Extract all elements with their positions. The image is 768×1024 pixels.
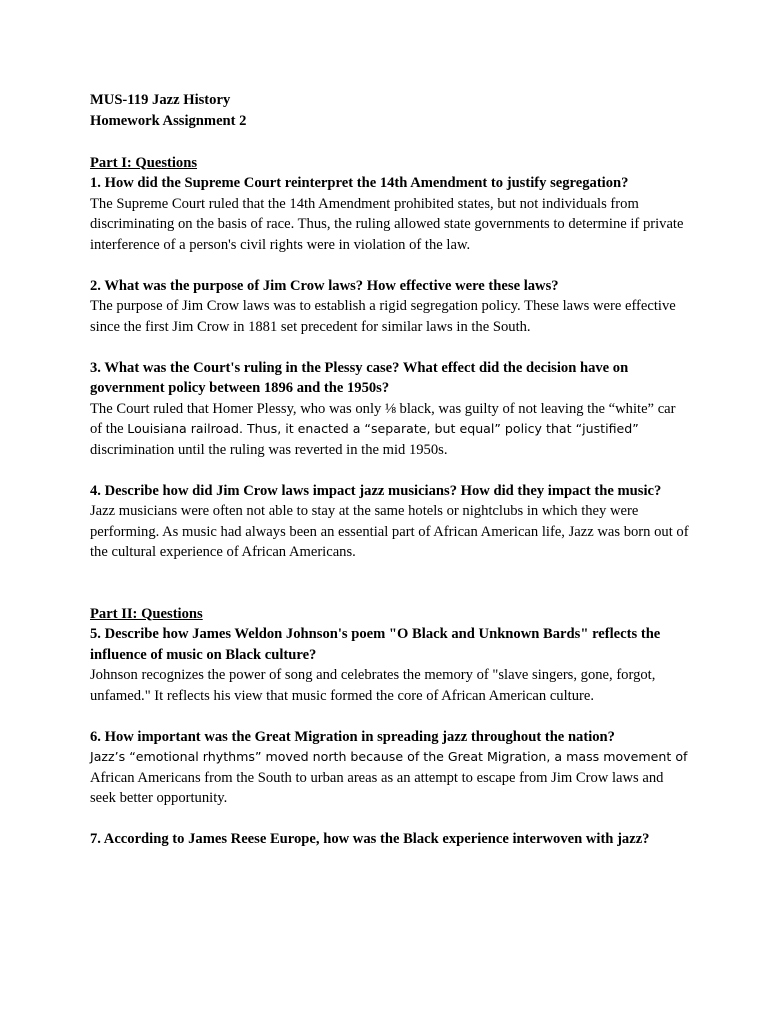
question-block-6 (90, 727, 690, 809)
part-2-section (90, 604, 690, 850)
part-1-heading: Part I: Questions (90, 154, 198, 171)
answer-5: Johnson recognizes the power of song and celebrates the memory of "slave singers, gone, forgot, unfamed." It reflects his view that music formed the core of African American culture. (90, 667, 656, 704)
question-2: 2. What was the purpose of Jim Crow laws? How effective were these laws? (90, 277, 559, 294)
answer-3-part-a: The Court ruled that Homer Plessy, who was only ⅛ black, was guilty of not leaving the “white” car of the (90, 400, 676, 437)
answer-1: The Supreme Court ruled that the 14th Amendment prohibited states, but not individuals from discriminating on the basis of race. Thus, the ruling allowed state governments to determine if private interference of a person's civil rights were in violation of the law. (90, 195, 684, 253)
question-1: 1. How did the Supreme Court reinterpret the 14th Amendment to justify segregation? (90, 175, 629, 191)
question-block-5 (90, 624, 690, 706)
answer-6-part-a: Jazz’s “emotional rhythms” moved north because of the Great Migration, a mass movement of (90, 749, 688, 764)
question-block-3 (90, 358, 690, 461)
answer-3-part-b: Louisiana railroad. Thus, it enacted a “separate, but equal” policy that “justified” (127, 421, 639, 436)
question-4: 4. Describe how did Jim Crow laws impact jazz musicians? How did they impact the music? (90, 482, 662, 499)
document-header (90, 90, 690, 132)
part-2-heading: Part II: Questions (90, 605, 203, 622)
answer-3 (90, 399, 690, 461)
question-block-4 (90, 481, 690, 563)
answer-6 (90, 747, 690, 809)
answer-2: The purpose of Jim Crow laws was to establish a rigid segregation policy. These laws were effective since the first Jim Crow in 1881 set precedent for similar laws in the South. (90, 298, 676, 335)
answer-3-part-c: discrimination until the ruling was reverted in the mid 1950s. (90, 441, 448, 458)
answer-6-part-b: African Americans from the South to urban areas as an attempt to escape from Jim Crow laws and seek better opportunity. (90, 769, 664, 806)
question-block-1 (90, 173, 690, 255)
part-1-section (90, 153, 690, 563)
assignment-title: Homework Assignment 2 (90, 113, 247, 129)
document-page (90, 90, 690, 850)
question-6: 6. How important was the Great Migration in spreading jazz throughout the nation? (90, 728, 615, 745)
question-3: 3. What was the Court's ruling in the Plessy case? What effect did the decision have on government policy between 1896 and the 1950s? (90, 359, 629, 396)
question-block-7 (90, 829, 690, 850)
answer-4: Jazz musicians were often not able to stay at the same hotels or nightclubs in which they were performing. As music had always been an essential part of African American life, Jazz was born out of the cultural experience of African Americans. (90, 503, 689, 560)
question-7: 7. According to James Reese Europe, how was the Black experience interwoven with jazz? (90, 831, 650, 847)
question-5: 5. Describe how James Weldon Johnson's poem "O Black and Unknown Bards" reflects the influence of music on Black culture? (90, 626, 661, 663)
course-title: MUS-119 Jazz History (90, 92, 231, 108)
question-block-2 (90, 276, 690, 338)
